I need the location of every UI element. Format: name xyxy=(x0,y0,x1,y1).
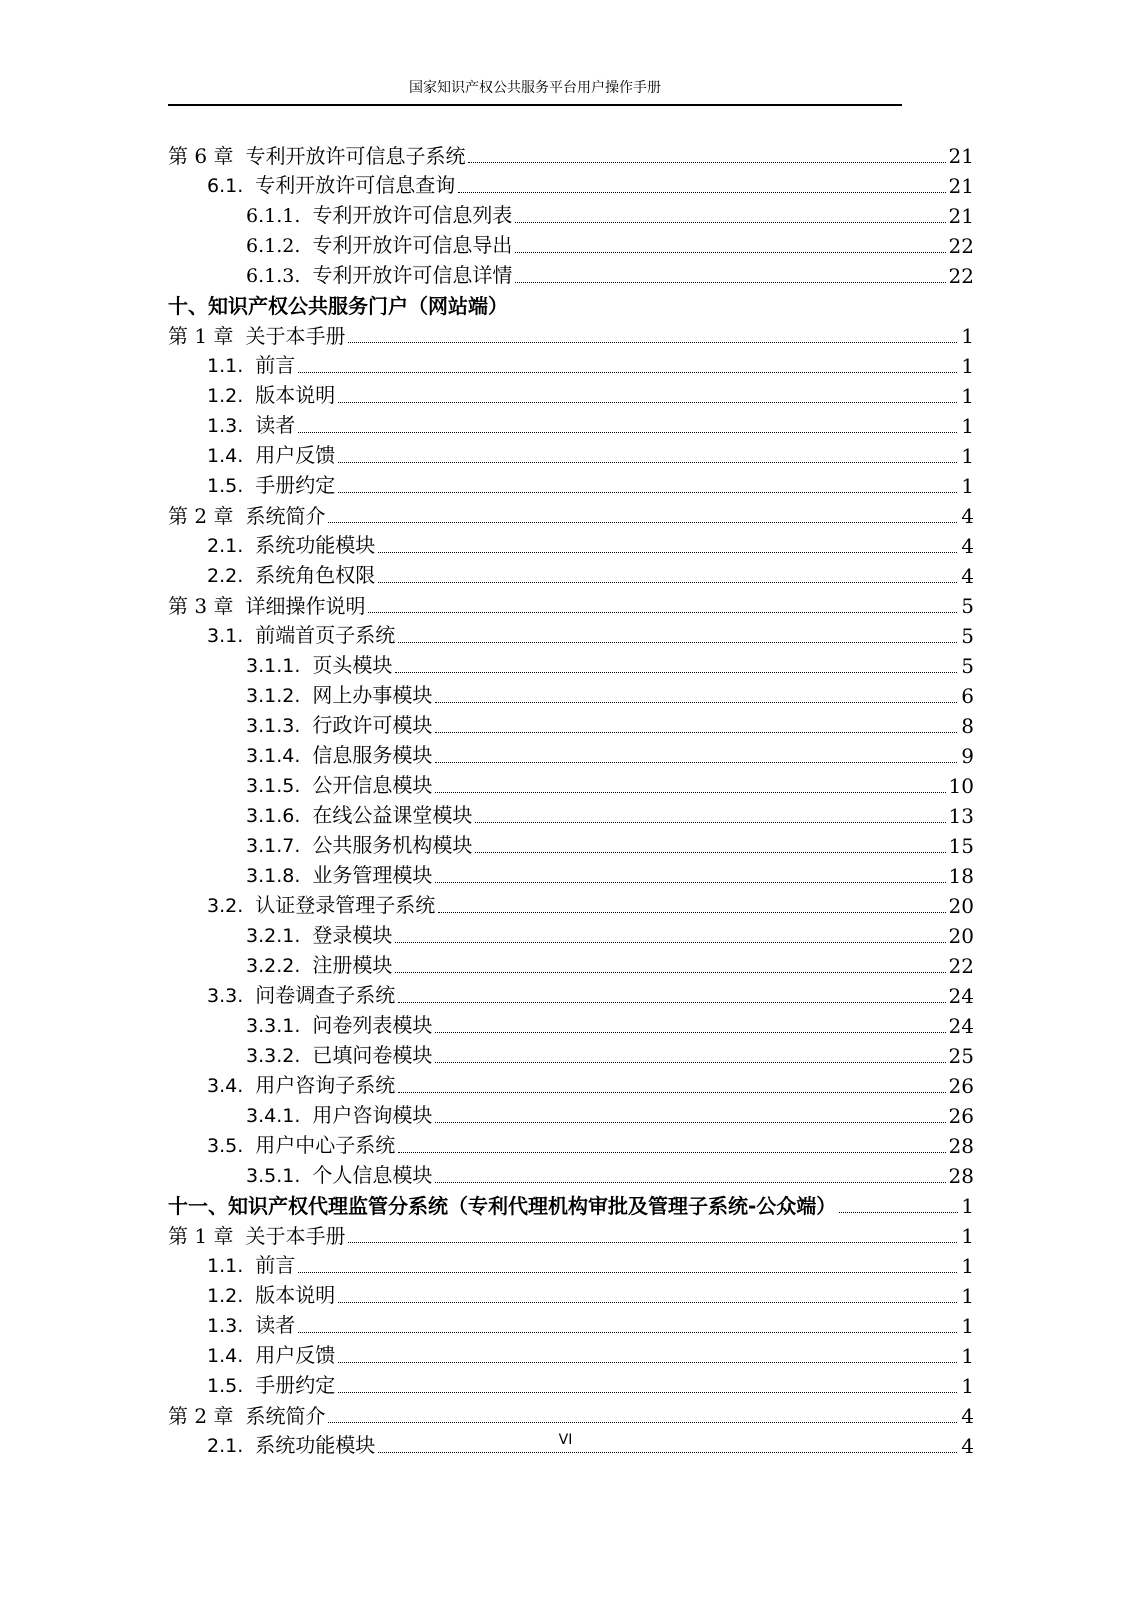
toc-entry-number: 1.4. xyxy=(207,1345,244,1367)
toc-entry-title: 详细操作说明 xyxy=(245,594,366,618)
toc-entry-number: 1.5. xyxy=(207,475,244,497)
toc-entry-label xyxy=(246,233,512,258)
toc-page-number: 22 xyxy=(948,234,974,258)
toc-entry-label xyxy=(246,1043,432,1068)
toc-entry-number: 1.4. xyxy=(207,445,244,467)
toc-leader-dots xyxy=(395,671,957,673)
toc-leader-dots xyxy=(398,641,957,643)
toc-entry-title: 关于本手册 xyxy=(245,324,346,348)
toc-entry-label xyxy=(207,623,395,648)
toc-entry-label xyxy=(207,893,435,918)
toc-page-number: 24 xyxy=(948,984,974,1008)
toc-entry[interactable] xyxy=(168,468,974,498)
page-number: VI xyxy=(558,1432,573,1448)
toc-entry-number: 1.2. xyxy=(207,385,244,407)
toc-leader-dots xyxy=(378,551,957,553)
toc-entry-number: 3.4. xyxy=(207,1075,244,1097)
toc-page-number: 1 xyxy=(961,1284,974,1308)
toc-section-heading[interactable] xyxy=(168,1188,974,1218)
toc-entry-title: 用户咨询子系统 xyxy=(255,1073,396,1097)
toc-leader-dots xyxy=(468,161,945,163)
toc-entry[interactable] xyxy=(168,1278,974,1308)
toc-leader-dots xyxy=(338,1361,957,1363)
toc-entry-title: 前言 xyxy=(255,353,296,377)
toc-leader-dots xyxy=(328,521,957,523)
toc-entry-title: 前言 xyxy=(255,1253,296,1277)
toc-entry-label xyxy=(246,923,392,948)
toc-entry[interactable] xyxy=(168,228,974,258)
toc-entry-number: 1.3. xyxy=(207,415,244,437)
toc-leader-dots xyxy=(368,611,957,613)
toc-entry-title: 专利开放许可信息列表 xyxy=(312,203,513,227)
toc-entry-label xyxy=(246,863,432,888)
toc-page-number: 9 xyxy=(961,744,974,768)
toc-entry[interactable] xyxy=(168,798,974,828)
toc-entry-title: 注册模块 xyxy=(312,953,393,977)
toc-entry-title: 用户反馈 xyxy=(255,1343,336,1367)
toc-page-number: 6 xyxy=(961,684,974,708)
toc-entry-label xyxy=(246,1163,432,1188)
toc-entry[interactable] xyxy=(168,258,974,288)
toc-leader-dots xyxy=(395,941,945,943)
toc-entry-number: 1.1. xyxy=(207,355,244,377)
toc-entry[interactable] xyxy=(168,1008,974,1038)
toc-entry-label xyxy=(246,773,432,798)
toc-entry-title: 网上办事模块 xyxy=(312,683,433,707)
toc-entry-number: 6.1.2. xyxy=(246,235,301,257)
toc-entry[interactable] xyxy=(168,198,974,228)
toc-entry-title: 系统功能模块 xyxy=(255,533,376,557)
toc-entry-label xyxy=(207,1283,335,1308)
toc-entry-label xyxy=(207,563,375,588)
toc-leader-dots xyxy=(839,1211,958,1213)
toc-entry-label xyxy=(207,533,375,558)
toc-entry-label xyxy=(246,803,472,828)
toc-leader-dots xyxy=(435,761,957,763)
toc-page-number: 28 xyxy=(948,1164,974,1188)
toc-page-number: 1 xyxy=(961,1344,974,1368)
toc-entry[interactable] xyxy=(168,1128,974,1158)
toc-entry-number: 第 3 章 xyxy=(168,594,234,618)
toc-entry-number: 3.4.1. xyxy=(246,1105,301,1127)
toc-entry[interactable] xyxy=(168,438,974,468)
toc-entry-title: 系统简介 xyxy=(245,1404,326,1428)
toc-entry-title: 版本说明 xyxy=(255,1283,336,1307)
toc-entry[interactable] xyxy=(168,1368,974,1398)
toc-entry-label xyxy=(246,203,512,228)
toc-entry[interactable] xyxy=(168,558,974,588)
toc-entry[interactable] xyxy=(168,978,974,1008)
toc-page-number: 10 xyxy=(948,774,974,798)
toc-page-number: 21 xyxy=(948,174,974,198)
toc-entry-label xyxy=(207,1073,395,1098)
toc-page-number: 24 xyxy=(948,1014,974,1038)
toc-page-number: 20 xyxy=(948,924,974,948)
toc-leader-dots xyxy=(458,191,945,193)
toc-entry-title: 用户咨询模块 xyxy=(312,1103,433,1127)
toc-entry-title: 公共服务机构模块 xyxy=(312,833,473,857)
toc-page-number: 1 xyxy=(961,384,974,408)
toc-entry-number: 6.1.1. xyxy=(246,205,301,227)
toc-leader-dots xyxy=(435,731,957,733)
toc-entry-number: 3.2. xyxy=(207,895,244,917)
toc-page-number: 13 xyxy=(948,804,974,828)
toc-entry-number: 2.1. xyxy=(207,535,244,557)
toc-leader-dots xyxy=(475,821,945,823)
toc-page-number: 4 xyxy=(961,1404,974,1428)
toc-leader-dots xyxy=(515,281,945,283)
toc-page-number: 1 xyxy=(961,1254,974,1278)
toc-entry[interactable] xyxy=(168,1158,974,1188)
toc-entry-number: 3.1. xyxy=(207,625,244,647)
toc-entry-label xyxy=(207,353,295,378)
toc-entry-number: 2.2. xyxy=(207,565,244,587)
toc-entry-title: 问卷列表模块 xyxy=(312,1013,433,1037)
toc-entry-title: 手册约定 xyxy=(255,473,336,497)
toc-entry-title: 在线公益课堂模块 xyxy=(312,803,473,827)
toc-page-number: 26 xyxy=(948,1104,974,1128)
toc-entry-label xyxy=(246,653,392,678)
toc-entry-number: 2.1. xyxy=(207,1435,244,1457)
toc-leader-dots xyxy=(348,341,957,343)
page-header: 国家知识产权公共服务平台用户操作手册 xyxy=(409,80,661,96)
toc-page-number: 1 xyxy=(961,1314,974,1338)
toc-entry[interactable] xyxy=(168,1248,974,1278)
toc-section-heading[interactable] xyxy=(168,288,974,318)
toc-entry-label xyxy=(246,953,392,978)
toc-entry[interactable] xyxy=(168,348,974,378)
toc-entry-label xyxy=(168,594,365,618)
toc-entry-number: 6.1. xyxy=(207,175,244,197)
toc-entry[interactable] xyxy=(168,528,974,558)
toc-entry[interactable] xyxy=(168,858,974,888)
toc-entry[interactable] xyxy=(168,918,974,948)
header-rule xyxy=(168,104,902,106)
toc-entry[interactable] xyxy=(168,888,974,918)
toc-leader-dots xyxy=(398,1001,945,1003)
toc-entry-number: 第 2 章 xyxy=(168,1404,234,1428)
toc-entry[interactable] xyxy=(168,408,974,438)
toc-page-number: 4 xyxy=(961,504,974,528)
toc-entry-number: 1.1. xyxy=(207,1255,244,1277)
toc-entry-label xyxy=(207,1313,295,1338)
toc-heading-text: 十一、知识产权代理监管分系统（专利代理机构审批及管理子系统-公众端） xyxy=(168,1194,837,1218)
toc-entry-label xyxy=(246,833,472,858)
toc-entry-title: 关于本手册 xyxy=(245,1224,346,1248)
toc-entry[interactable] xyxy=(168,618,974,648)
toc-entry-label xyxy=(168,144,465,168)
toc-entry-title: 读者 xyxy=(255,1313,296,1337)
toc-page-number: 1 xyxy=(961,414,974,438)
toc-entry-title: 系统功能模块 xyxy=(255,1433,376,1457)
toc-leader-dots xyxy=(395,971,945,973)
toc-page-number: 22 xyxy=(948,954,974,978)
toc-entry[interactable] xyxy=(168,1308,974,1338)
toc-entry-title: 专利开放许可信息详情 xyxy=(312,263,513,287)
toc-entry-number: 3.1.7. xyxy=(246,835,301,857)
toc-entry-label xyxy=(168,1404,325,1428)
toc-entry-title: 登录模块 xyxy=(312,923,393,947)
toc-entry-label xyxy=(207,1373,335,1398)
toc-page-number: 15 xyxy=(948,834,974,858)
toc-entry-number: 第 2 章 xyxy=(168,504,234,528)
toc-page-number: 21 xyxy=(948,204,974,228)
toc-page-number: 1 xyxy=(961,324,974,348)
toc-entry-number: 3.5.1. xyxy=(246,1165,301,1187)
toc-entry-title: 信息服务模块 xyxy=(312,743,433,767)
toc-entry-number: 3.1.6. xyxy=(246,805,301,827)
toc-page-number: 1 xyxy=(961,1374,974,1398)
toc-page-number: 1 xyxy=(961,1194,974,1218)
toc-leader-dots xyxy=(515,251,945,253)
toc-leader-dots xyxy=(435,791,945,793)
toc-entry-number: 3.1.5. xyxy=(246,775,301,797)
toc-page-number: 1 xyxy=(961,354,974,378)
toc-entry-title: 专利开放许可信息查询 xyxy=(255,173,456,197)
toc-leader-dots xyxy=(435,881,945,883)
toc-entry-number: 3.2.1. xyxy=(246,925,301,947)
toc-entry[interactable] xyxy=(168,678,974,708)
toc-entry-label xyxy=(246,1103,432,1128)
toc-entry-label xyxy=(207,173,455,198)
toc-page-number: 5 xyxy=(961,594,974,618)
toc-entry-title: 手册约定 xyxy=(255,1373,336,1397)
toc-leader-dots xyxy=(298,371,957,373)
toc-entry-label xyxy=(168,1224,345,1248)
toc-page-number: 20 xyxy=(948,894,974,918)
toc-leader-dots xyxy=(398,1151,945,1153)
toc-entry-number: 1.3. xyxy=(207,1315,244,1337)
toc-leader-dots xyxy=(338,461,957,463)
toc-entry-title: 前端首页子系统 xyxy=(255,623,396,647)
toc-leader-dots xyxy=(328,1421,957,1423)
toc-entry-label xyxy=(246,743,432,768)
toc-entry-number: 1.5. xyxy=(207,1375,244,1397)
toc-entry-label xyxy=(246,1013,432,1038)
toc-entry-number: 第 1 章 xyxy=(168,324,234,348)
toc-leader-dots xyxy=(515,221,945,223)
toc-entry-label xyxy=(246,263,512,288)
toc-entry-title: 用户反馈 xyxy=(255,443,336,467)
toc-page-number: 21 xyxy=(948,144,974,168)
toc-page-number: 8 xyxy=(961,714,974,738)
toc-entry-title: 系统角色权限 xyxy=(255,563,376,587)
toc-entry-number: 3.1.8. xyxy=(246,865,301,887)
toc-entry-number: 第 6 章 xyxy=(168,144,234,168)
toc-entry-label xyxy=(207,443,335,468)
toc-page-number: 1 xyxy=(961,444,974,468)
toc-page-number: 1 xyxy=(961,1224,974,1248)
toc-entry-number: 3.1.4. xyxy=(246,745,301,767)
toc-leader-dots xyxy=(338,491,957,493)
toc-page-number: 5 xyxy=(961,654,974,678)
toc-entry[interactable] xyxy=(168,498,974,528)
toc-entry-title: 用户中心子系统 xyxy=(255,1133,396,1157)
toc-leader-dots xyxy=(435,1181,945,1183)
toc-leader-dots xyxy=(298,1331,957,1333)
toc-entry-number: 3.5. xyxy=(207,1135,244,1157)
toc-leader-dots xyxy=(435,1031,945,1033)
toc-entry-number: 3.1.3. xyxy=(246,715,301,737)
toc-page-number: 22 xyxy=(948,264,974,288)
toc-leader-dots xyxy=(348,1241,957,1243)
toc-leader-dots xyxy=(298,1271,957,1273)
toc-entry[interactable] xyxy=(168,1218,974,1248)
toc-leader-dots xyxy=(378,581,957,583)
toc-page-number: 4 xyxy=(961,564,974,588)
toc-entry-number: 第 1 章 xyxy=(168,1224,234,1248)
toc-entry[interactable] xyxy=(168,378,974,408)
toc-page-number: 1 xyxy=(961,474,974,498)
toc-entry[interactable] xyxy=(168,738,974,768)
toc-entry-label xyxy=(168,504,325,528)
toc-entry[interactable] xyxy=(168,1068,974,1098)
toc-page-number: 4 xyxy=(961,534,974,558)
toc-entry-label xyxy=(168,324,345,348)
toc-entry[interactable] xyxy=(168,1038,974,1068)
toc-entry-number: 1.2. xyxy=(207,1285,244,1307)
toc-heading-text: 十、知识产权公共服务门户（网站端） xyxy=(168,294,508,318)
toc-entry-label xyxy=(207,413,295,438)
toc-entry[interactable] xyxy=(168,768,974,798)
toc-entry-label xyxy=(246,713,432,738)
toc-entry[interactable] xyxy=(168,318,974,348)
toc-entry-number: 3.3. xyxy=(207,985,244,1007)
toc-entry[interactable] xyxy=(168,588,974,618)
toc-page-number: 4 xyxy=(961,1434,974,1458)
toc-leader-dots xyxy=(338,401,957,403)
toc-leader-dots xyxy=(378,1451,957,1453)
toc-entry-label xyxy=(207,1343,335,1368)
toc-entry[interactable] xyxy=(168,1338,974,1368)
toc-entry-title: 读者 xyxy=(255,413,296,437)
toc-entry[interactable] xyxy=(168,1398,974,1428)
toc-leader-dots xyxy=(338,1391,957,1393)
toc-page-number: 5 xyxy=(961,624,974,648)
toc-entry-title: 行政许可模块 xyxy=(312,713,433,737)
toc-leader-dots xyxy=(435,1121,945,1123)
toc-entry-number: 6.1.3. xyxy=(246,265,301,287)
toc-entry[interactable] xyxy=(168,168,974,198)
toc-entry-title: 专利开放许可信息导出 xyxy=(312,233,513,257)
toc-leader-dots xyxy=(398,1091,945,1093)
toc-entry-label xyxy=(207,1133,395,1158)
toc-entry-label xyxy=(246,683,432,708)
toc-entry-title: 问卷调查子系统 xyxy=(255,983,396,1007)
toc-leader-dots xyxy=(438,911,945,913)
toc-page-number: 18 xyxy=(948,864,974,888)
toc-entry-label xyxy=(207,983,395,1008)
table-of-contents xyxy=(168,138,974,1458)
toc-page-number: 26 xyxy=(948,1074,974,1098)
toc-entry-label xyxy=(207,383,335,408)
toc-entry-title: 认证登录管理子系统 xyxy=(255,893,436,917)
toc-entry[interactable] xyxy=(168,708,974,738)
toc-entry-number: 3.3.1. xyxy=(246,1015,301,1037)
toc-entry-title: 已填问卷模块 xyxy=(312,1043,433,1067)
toc-entry-number: 3.2.2. xyxy=(246,955,301,977)
toc-entry-title: 页头模块 xyxy=(312,653,393,677)
toc-entry-title: 系统简介 xyxy=(245,504,326,528)
toc-entry-title: 公开信息模块 xyxy=(312,773,433,797)
toc-entry-number: 3.3.2. xyxy=(246,1045,301,1067)
toc-entry[interactable] xyxy=(168,648,974,678)
toc-entry-title: 业务管理模块 xyxy=(312,863,433,887)
toc-entry-title: 个人信息模块 xyxy=(312,1163,433,1187)
toc-entry-label xyxy=(207,1253,295,1278)
toc-page-number: 28 xyxy=(948,1134,974,1158)
toc-entry[interactable] xyxy=(168,828,974,858)
toc-leader-dots xyxy=(298,431,957,433)
toc-entry[interactable] xyxy=(168,138,974,168)
toc-leader-dots xyxy=(435,1061,945,1063)
toc-entry-title: 专利开放许可信息子系统 xyxy=(245,144,466,168)
toc-entry[interactable] xyxy=(168,948,974,978)
toc-leader-dots xyxy=(435,701,957,703)
toc-leader-dots xyxy=(475,851,945,853)
toc-page-number: 25 xyxy=(948,1044,974,1068)
toc-entry-label xyxy=(207,473,335,498)
toc-entry[interactable] xyxy=(168,1098,974,1128)
toc-entry-number: 3.1.2. xyxy=(246,685,301,707)
toc-entry-number: 3.1.1. xyxy=(246,655,301,677)
toc-leader-dots xyxy=(338,1301,957,1303)
toc-entry-title: 版本说明 xyxy=(255,383,336,407)
